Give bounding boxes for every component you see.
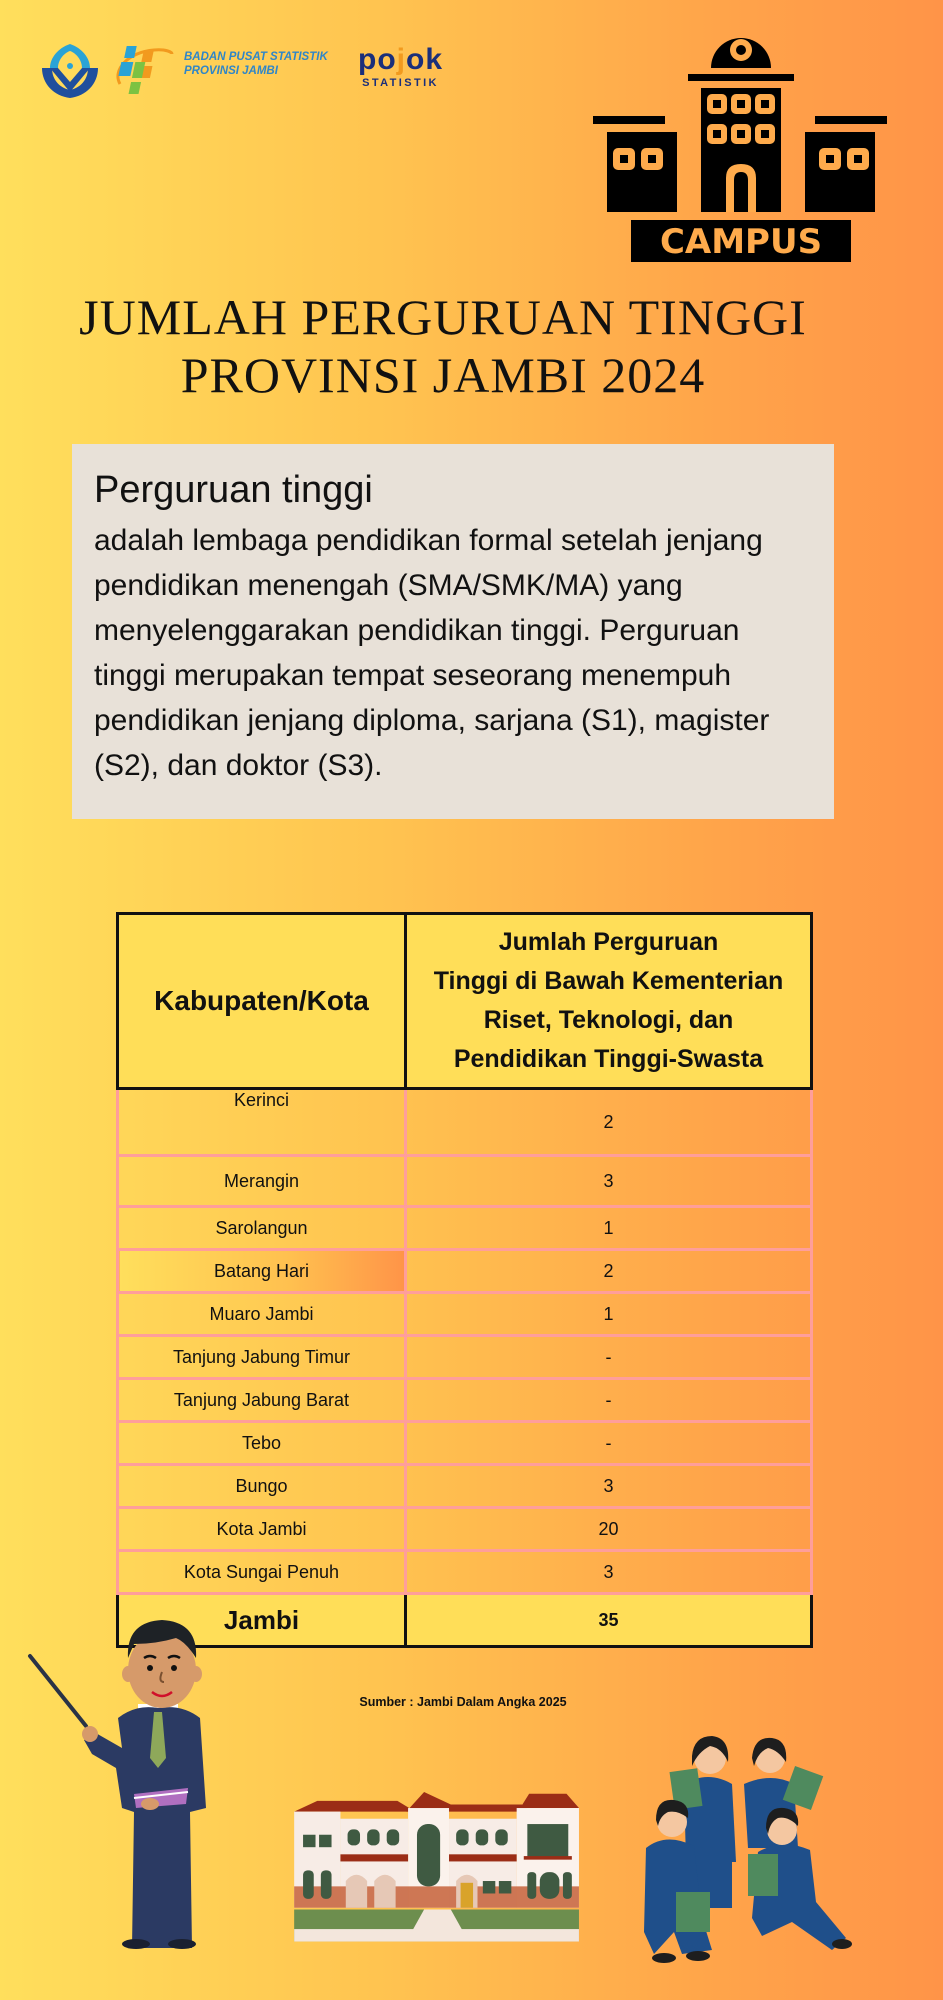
col-header-line: Jumlah Perguruan [498, 928, 719, 956]
row-value: 3 [406, 1465, 812, 1508]
bps-line1: BADAN PUSAT STATISTIK [184, 51, 328, 63]
bps-logo-icon [114, 40, 174, 98]
row-name: Bungo [118, 1465, 406, 1508]
pojok-letter: o [406, 43, 426, 76]
teacher-illustration-icon [26, 1608, 236, 1958]
col-header-line: Tinggi di Bawah Kementerian [433, 967, 784, 995]
total-value: 35 [406, 1594, 812, 1647]
row-name: Batang Hari [118, 1250, 406, 1293]
col-header-line: Riset, Teknologi, dan [483, 1006, 734, 1034]
row-name: Tebo [118, 1422, 406, 1465]
table-row [118, 1156, 812, 1207]
table-row [118, 1089, 812, 1156]
table-row [118, 1250, 812, 1293]
row-name: Tanjung Jabung Barat [118, 1379, 406, 1422]
row-value: - [406, 1336, 812, 1379]
table-row [118, 1465, 812, 1508]
row-name: Tanjung Jabung Timur [118, 1336, 406, 1379]
campus-sign-text: CAMPUS [659, 222, 823, 262]
row-name: Kota Jambi [118, 1508, 406, 1551]
table-row [118, 1379, 812, 1422]
total-name: Jambi [118, 1594, 406, 1647]
row-value: 1 [406, 1293, 812, 1336]
row-value: 3 [406, 1156, 812, 1207]
col-header-line: Pendidikan Tinggi-Swasta [453, 1045, 764, 1073]
table-row [118, 1293, 812, 1336]
pojok-letter: o [377, 43, 397, 76]
table-header-row [118, 914, 812, 1089]
row-name: Kota Sungai Penuh [118, 1551, 406, 1594]
pojok-sub: STATISTIK [362, 77, 439, 89]
row-value: 1 [406, 1207, 812, 1250]
pojok-letter: j [396, 43, 406, 76]
table-row [118, 1551, 812, 1594]
col-header-jumlah [406, 914, 812, 1089]
title-line-1: JUMLAH PERGURUAN TINGGI [79, 289, 807, 345]
row-value: 2 [406, 1250, 812, 1293]
data-table [116, 912, 813, 1648]
table-row [118, 1336, 812, 1379]
campus-building-icon [593, 20, 887, 263]
kemendikti-logo-icon [36, 40, 104, 102]
page-title [0, 288, 886, 404]
row-value: 2 [406, 1089, 812, 1156]
source-note: Sumber : Jambi Dalam Angka 2025 [359, 1695, 567, 1709]
definition-body: adalah lembaga pendidikan formal setelah jenjang pendidikan menengah (SMA/SMK/MA) yang menyelenggarakan pendidikan tinggi. Perguruan tinggi merupakan tempat seseorang menempuh pendidikan jenjang diploma, sarjana (S1), magister (S2), dan doktor (S3). [94, 524, 770, 782]
pojok-letter: p [358, 43, 378, 76]
university-building-illustration-icon [273, 1776, 593, 1954]
definition-heading: Perguruan tinggi [94, 469, 373, 511]
row-name: Muaro Jambi [118, 1293, 406, 1336]
row-value: 20 [406, 1508, 812, 1551]
students-illustration-icon [632, 1722, 854, 1967]
row-name: Merangin [118, 1156, 406, 1207]
table-row [118, 1508, 812, 1551]
row-value: - [406, 1422, 812, 1465]
row-value: - [406, 1379, 812, 1422]
row-name: Sarolangun [118, 1207, 406, 1250]
row-name: Kerinci [118, 1089, 406, 1156]
definition-box [72, 444, 834, 819]
table-row [118, 1207, 812, 1250]
pojok-letter: k [425, 43, 444, 76]
col-header-kabupaten: Kabupaten/Kota [118, 914, 406, 1089]
row-value: 3 [406, 1551, 812, 1594]
pojok-word [358, 45, 443, 75]
table-row [118, 1422, 812, 1465]
title-line-2: PROVINSI JAMBI 2024 [180, 347, 706, 403]
pojok-statistik-logo [358, 45, 443, 89]
bps-logo-text [184, 50, 328, 78]
bps-line2: PROVINSI JAMBI [184, 65, 278, 77]
